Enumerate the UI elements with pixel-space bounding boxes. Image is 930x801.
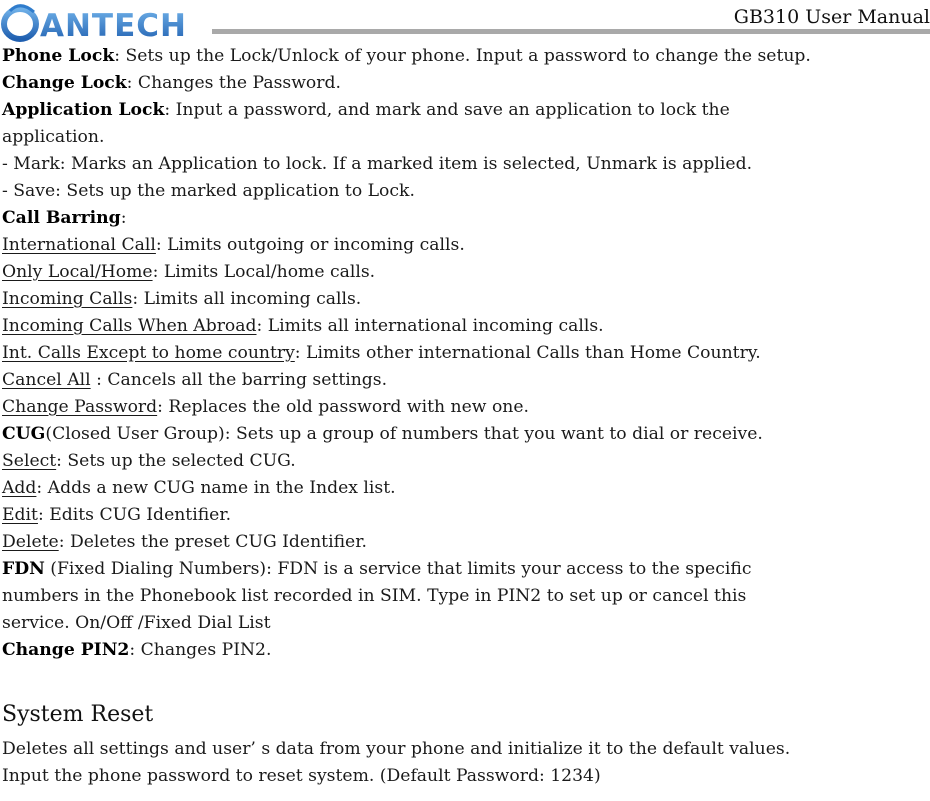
manual-line <box>2 556 928 583</box>
manual-line <box>2 502 928 529</box>
manual-line <box>2 205 928 232</box>
manual-line <box>2 394 928 421</box>
svg-text:ANTECH: ANTECH <box>40 8 187 44</box>
manual-line <box>2 340 928 367</box>
submenu-term: Add <box>2 478 37 498</box>
manual-line <box>2 475 928 502</box>
manual-line <box>2 232 928 259</box>
manual-line: service. On/Off /Fixed Dial List <box>2 613 271 633</box>
manual-line: application. <box>2 127 105 147</box>
setting-description: : Deletes the preset CUG Identifier. <box>58 532 367 552</box>
setting-description: : Limits Local/home calls. <box>152 262 376 282</box>
setting-term: CUG <box>2 424 46 444</box>
section-gap <box>2 664 928 700</box>
section-title: System Reset <box>2 702 154 727</box>
submenu-term: Only Local/Home <box>2 262 153 282</box>
setting-term: Call Barring <box>2 208 121 228</box>
manual-line <box>2 43 928 70</box>
setting-description: : Changes the Password. <box>126 73 341 93</box>
submenu-term: Delete <box>2 532 59 552</box>
manual-line <box>2 313 928 340</box>
manual-line <box>2 97 928 124</box>
setting-term: Change PIN2 <box>2 640 130 660</box>
setting-description: : <box>120 208 127 228</box>
setting-description: : Limits all international incoming calls. <box>256 316 604 336</box>
setting-term: Application Lock <box>2 100 165 120</box>
section-line: Deletes all settings and user’ s data from your phone and initialize it to the default values. <box>2 739 791 759</box>
document-title: GB310 User Manual <box>733 6 930 28</box>
setting-description: : Limits all incoming calls. <box>132 289 362 309</box>
submenu-term: Incoming Calls When Abroad <box>2 316 257 336</box>
section-line: Input the phone password to reset system. (Default Password: 1234) <box>2 766 601 786</box>
submenu-term: Cancel All <box>2 370 91 390</box>
manual-line <box>2 421 928 448</box>
manual-line <box>2 637 928 664</box>
manual-line: - Mark: Marks an Application to lock. If a marked item is selected, Unmark is applied. <box>2 154 753 174</box>
setting-description: : Limits outgoing or incoming calls. <box>155 235 465 255</box>
setting-description: : Replaces the old password with new one. <box>157 397 530 417</box>
setting-description: (Fixed Dialing Numbers): FDN is a service that limits your access to the specific <box>44 559 752 579</box>
submenu-term: Int. Calls Except to home country <box>2 343 295 363</box>
setting-description: : Changes PIN2. <box>129 640 272 660</box>
setting-term: Phone Lock <box>2 46 115 66</box>
setting-description: : Sets up the selected CUG. <box>56 451 296 471</box>
setting-description: : Sets up the Lock/Unlock of your phone. Input a password to change the setup. <box>114 46 811 66</box>
manual-line <box>2 286 928 313</box>
submenu-term: International Call <box>2 235 156 255</box>
manual-line <box>2 529 928 556</box>
header-rule <box>212 29 930 34</box>
manual-line <box>2 367 928 394</box>
submenu-term: Edit <box>2 505 38 525</box>
submenu-term: Select <box>2 451 57 471</box>
manual-line <box>2 70 928 97</box>
manual-line: - Save: Sets up the marked application to Lock. <box>2 181 415 201</box>
setting-description: : Input a password, and mark and save an application to lock the <box>164 100 730 120</box>
setting-term: FDN <box>2 559 45 579</box>
setting-description: : Adds a new CUG name in the Index list. <box>36 478 396 498</box>
pantech-logo <box>0 2 210 44</box>
submenu-term: Change Password <box>2 397 158 417</box>
manual-line <box>2 259 928 286</box>
settings-list <box>2 43 928 664</box>
setting-description: : Cancels all the barring settings. <box>90 370 388 390</box>
page-header <box>0 0 930 46</box>
setting-description: : Edits CUG Identifier. <box>37 505 232 525</box>
manual-content <box>2 43 928 790</box>
setting-description: : Limits other international Calls than Home Country. <box>294 343 761 363</box>
manual-line <box>2 448 928 475</box>
setting-description: (Closed User Group): Sets up a group of numbers that you want to dial or receive. <box>45 424 763 444</box>
submenu-term: Incoming Calls <box>2 289 133 309</box>
setting-term: Change Lock <box>2 73 127 93</box>
manual-line: numbers in the Phonebook list recorded in SIM. Type in PIN2 to set up or cancel this <box>2 586 747 606</box>
